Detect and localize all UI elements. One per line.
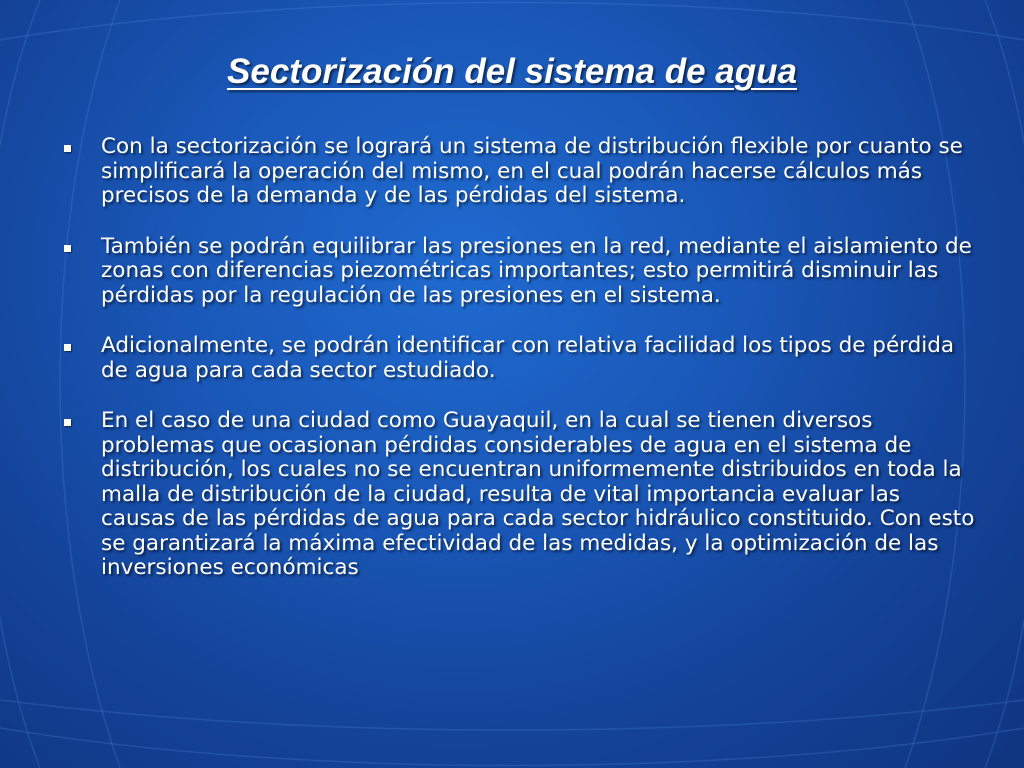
bullet-list [60, 135, 975, 607]
bullet-item [60, 235, 975, 309]
bullet-item [60, 135, 975, 209]
bullet-text: Adicionalmente, se podrán identificar con relativa facilidad los tipos de pérdida de agua para cada sector estudiado. [101, 333, 955, 383]
bullet-text: También se podrán equilibrar las presiones en la red, mediante el aislamiento de zonas con diferencias piezométricas importantes; esto permitirá disminuir las pérdidas por la regulación de las presiones en el sistema. [101, 233, 972, 308]
bullet-item [60, 334, 975, 383]
square-bullet-icon [64, 245, 71, 252]
square-bullet-icon [64, 145, 71, 152]
bullet-item [60, 409, 975, 581]
bullet-text: Con la sectorización se logrará un sistema de distribución flexible por cuanto se simplificará la operación del mismo, en el cual podrán hacerse cálculos más precisos de la demanda y de las pérdidas del sistema. [101, 134, 963, 208]
square-bullet-icon [64, 344, 71, 351]
slide-title: Sectorización del sistema de agua [227, 52, 797, 91]
square-bullet-icon [64, 419, 71, 426]
bullet-text: En el caso de una ciudad como Guayaquil, en la cual se tienen diversos problemas que ocasionan pérdidas considerables de agua en el sistema de distribución, los cuales no se encuentran uniformemente distribuidos en toda la malla de distribución de la ciudad, resulta de vital importancia evaluar las causas de las pérdidas de agua para cada sector hidráulico constituido. Con esto se garantizará la máxima efectividad de las medidas, y la optimización de las inversiones económicas [101, 408, 975, 580]
